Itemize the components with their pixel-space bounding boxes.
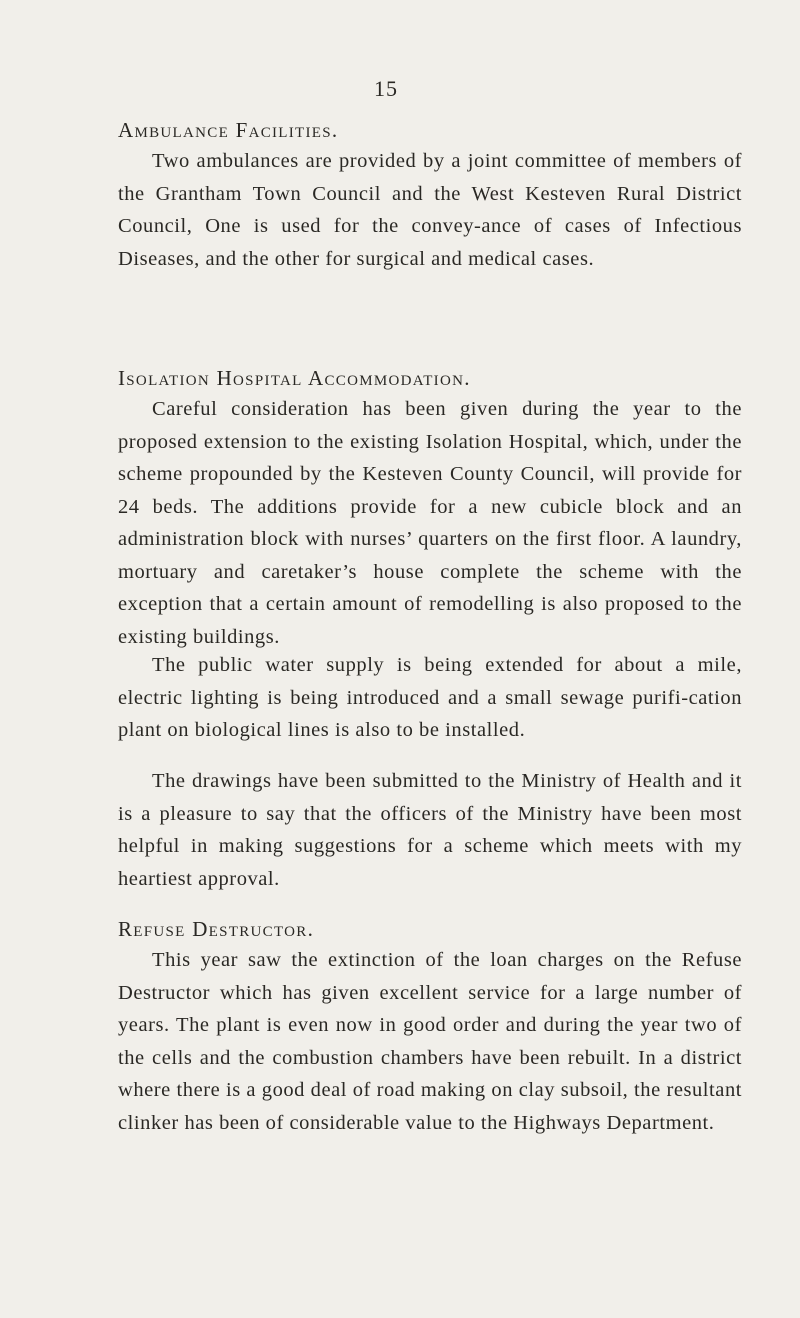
paragraph: This year saw the extinction of the loan charges on the Refuse Destructor which has given excellent service for a large number of years. The plant is even now in good order and during the year two of the cells and the combustion chambers have been rebuilt. In a district where there is a good deal of road making on clay subsoil, the resultant clinker has been of considerable value to the Highways Department. (118, 949, 742, 1134)
page-number: 15 (374, 76, 398, 101)
section-heading: Refuse Destructor. (118, 917, 315, 941)
section-isolation-hospital (118, 363, 742, 653)
section-refuse-destructor (118, 914, 742, 1139)
section-heading: Isolation Hospital Accommodation. (118, 366, 471, 390)
paragraph: Two ambulances are provided by a joint committee of members of the Grantham Town Council and the West Kesteven Rural District Council, One is used for the convey-ance of cases of Infectious Diseases, and the other for surgical and medical cases. (118, 150, 742, 270)
section-heading: Ambulance Facilities. (118, 118, 339, 142)
section-drawings-paragraph (118, 765, 742, 895)
section-water-supply-paragraph (118, 649, 742, 747)
paragraph: The drawings have been submitted to the Ministry of Health and it is a pleasure to say that the officers of the Ministry have been most helpful in making suggestions for a scheme which meets with my heartiest approval. (118, 770, 742, 890)
paragraph: The public water supply is being extended for about a mile, electric lighting is being introduced and a small sewage purifi-cation plant on biological lines is also to be installed. (118, 654, 742, 741)
paragraph: Careful consideration has been given during the year to the proposed extension to the existing Isolation Hospital, which, under the scheme propounded by the Kesteven County Council, will provide for 24 beds. The additions provide for a new cubicle block and an administration block with nurses’ quarters on the first floor. A laundry, mortuary and caretaker’s house complete the scheme with the exception that a certain amount of remodelling is also proposed to the existing buildings. (118, 398, 742, 648)
section-ambulance-facilities (118, 115, 742, 275)
